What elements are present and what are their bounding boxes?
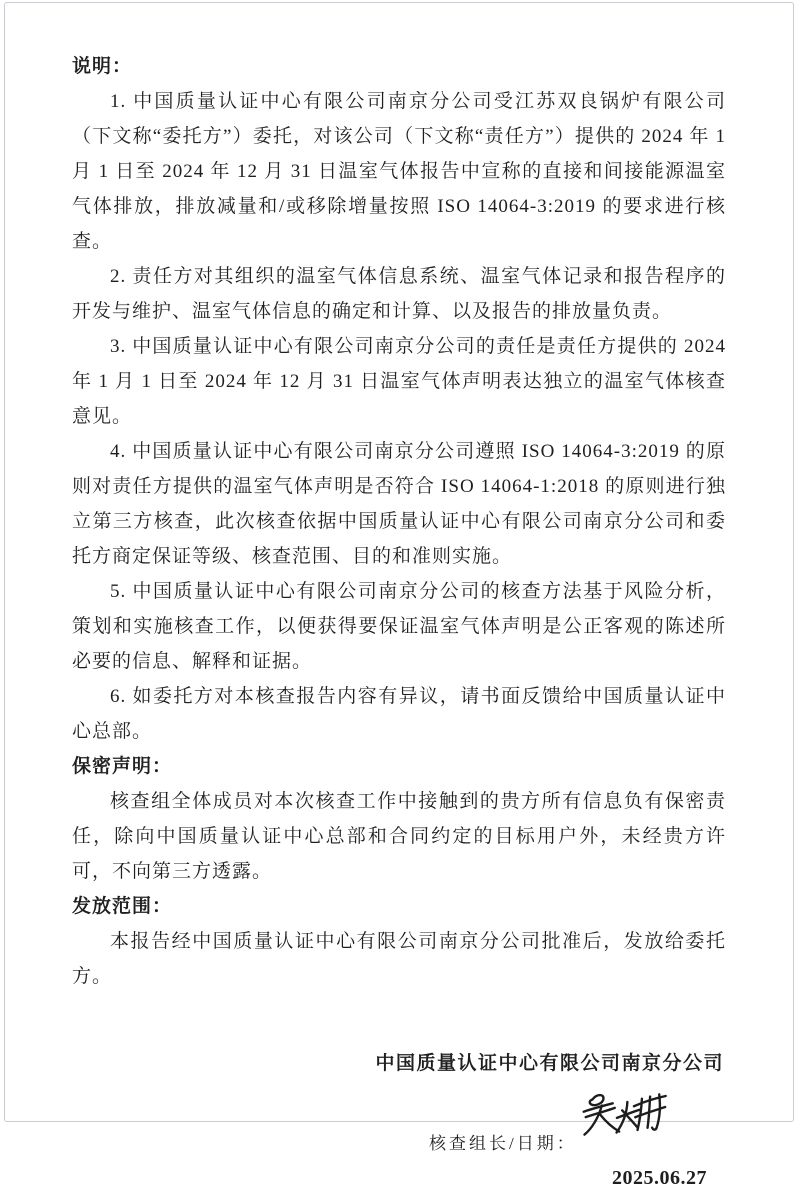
explanation-item-5: 5. 中国质量认证中心有限公司南京分公司的核查方法基于风险分析，策划和实施核查工作，以便获得要保证温室气体声明是公正客观的陈述所必要的信息、解释和证据。 bbox=[72, 581, 726, 672]
section-heading-confidentiality: 保密声明： bbox=[72, 756, 173, 777]
confidentiality-statement: 核查组全体成员对本次核查工作中接触到的贵方所有信息负有保密责任，除向中国质量认证中心总部和合同约定的目标用户外，未经贵方许可，不向第三方透露。 bbox=[72, 791, 726, 882]
section-heading-explanation: 说明： bbox=[72, 56, 133, 77]
issuing-company-name: 中国质量认证中心有限公司南京分公司 bbox=[375, 1053, 724, 1074]
explanation-item-1: 1. 中国质量认证中心有限公司南京分公司受江苏双良锅炉有限公司（下文称“委托方”）委托，对该公司（下文称“责任方”）提供的 2024 年 1 月 1 日至 2024 年 12 月 31 日温室气体报告中宣称的直接和间接能源温室气体排放，排放减量和/或移除增量按照 ISO 14064-3:2019 的要求进行核查。 bbox=[72, 91, 726, 252]
explanation-item-3: 3. 中国质量认证中心有限公司南京分公司的责任是责任方提供的 2024 年 1 月 1 日至 2024 年 12 月 31 日温室气体声明表达独立的温室气体核查意见。 bbox=[72, 336, 726, 427]
document-page bbox=[4, 2, 794, 1189]
document-content bbox=[5, 3, 793, 1196]
handwritten-signature-icon bbox=[576, 1089, 673, 1136]
signature-date: 2025.06.27 bbox=[612, 1167, 707, 1189]
explanation-item-6: 6. 如委托方对本核查报告内容有异议，请书面反馈给中国质量认证中心总部。 bbox=[72, 686, 726, 742]
explanation-item-2: 2. 责任方对其组织的温室气体信息系统、温室气体记录和报告程序的开发与维护、温室气体信息的确定和计算、以及报告的排放量负责。 bbox=[72, 266, 726, 322]
distribution-statement: 本报告经中国质量认证中心有限公司南京分公司批准后，发放给委托方。 bbox=[72, 931, 726, 987]
team-leader-date-label: 核查组长/日期： bbox=[429, 1134, 577, 1153]
explanation-item-4: 4. 中国质量认证中心有限公司南京分公司遵照 ISO 14064-3:2019 的原则对责任方提供的温室气体声明是否符合 ISO 14064-1:2018 的原则进行独立第三方核查，此次核查依据中国质量认证中心有限公司南京分公司和委托方商定保证等级、核查范围、目的和准则实施。 bbox=[72, 441, 726, 567]
signature-row bbox=[72, 1126, 726, 1161]
section-heading-distribution: 发放范围： bbox=[72, 896, 173, 917]
